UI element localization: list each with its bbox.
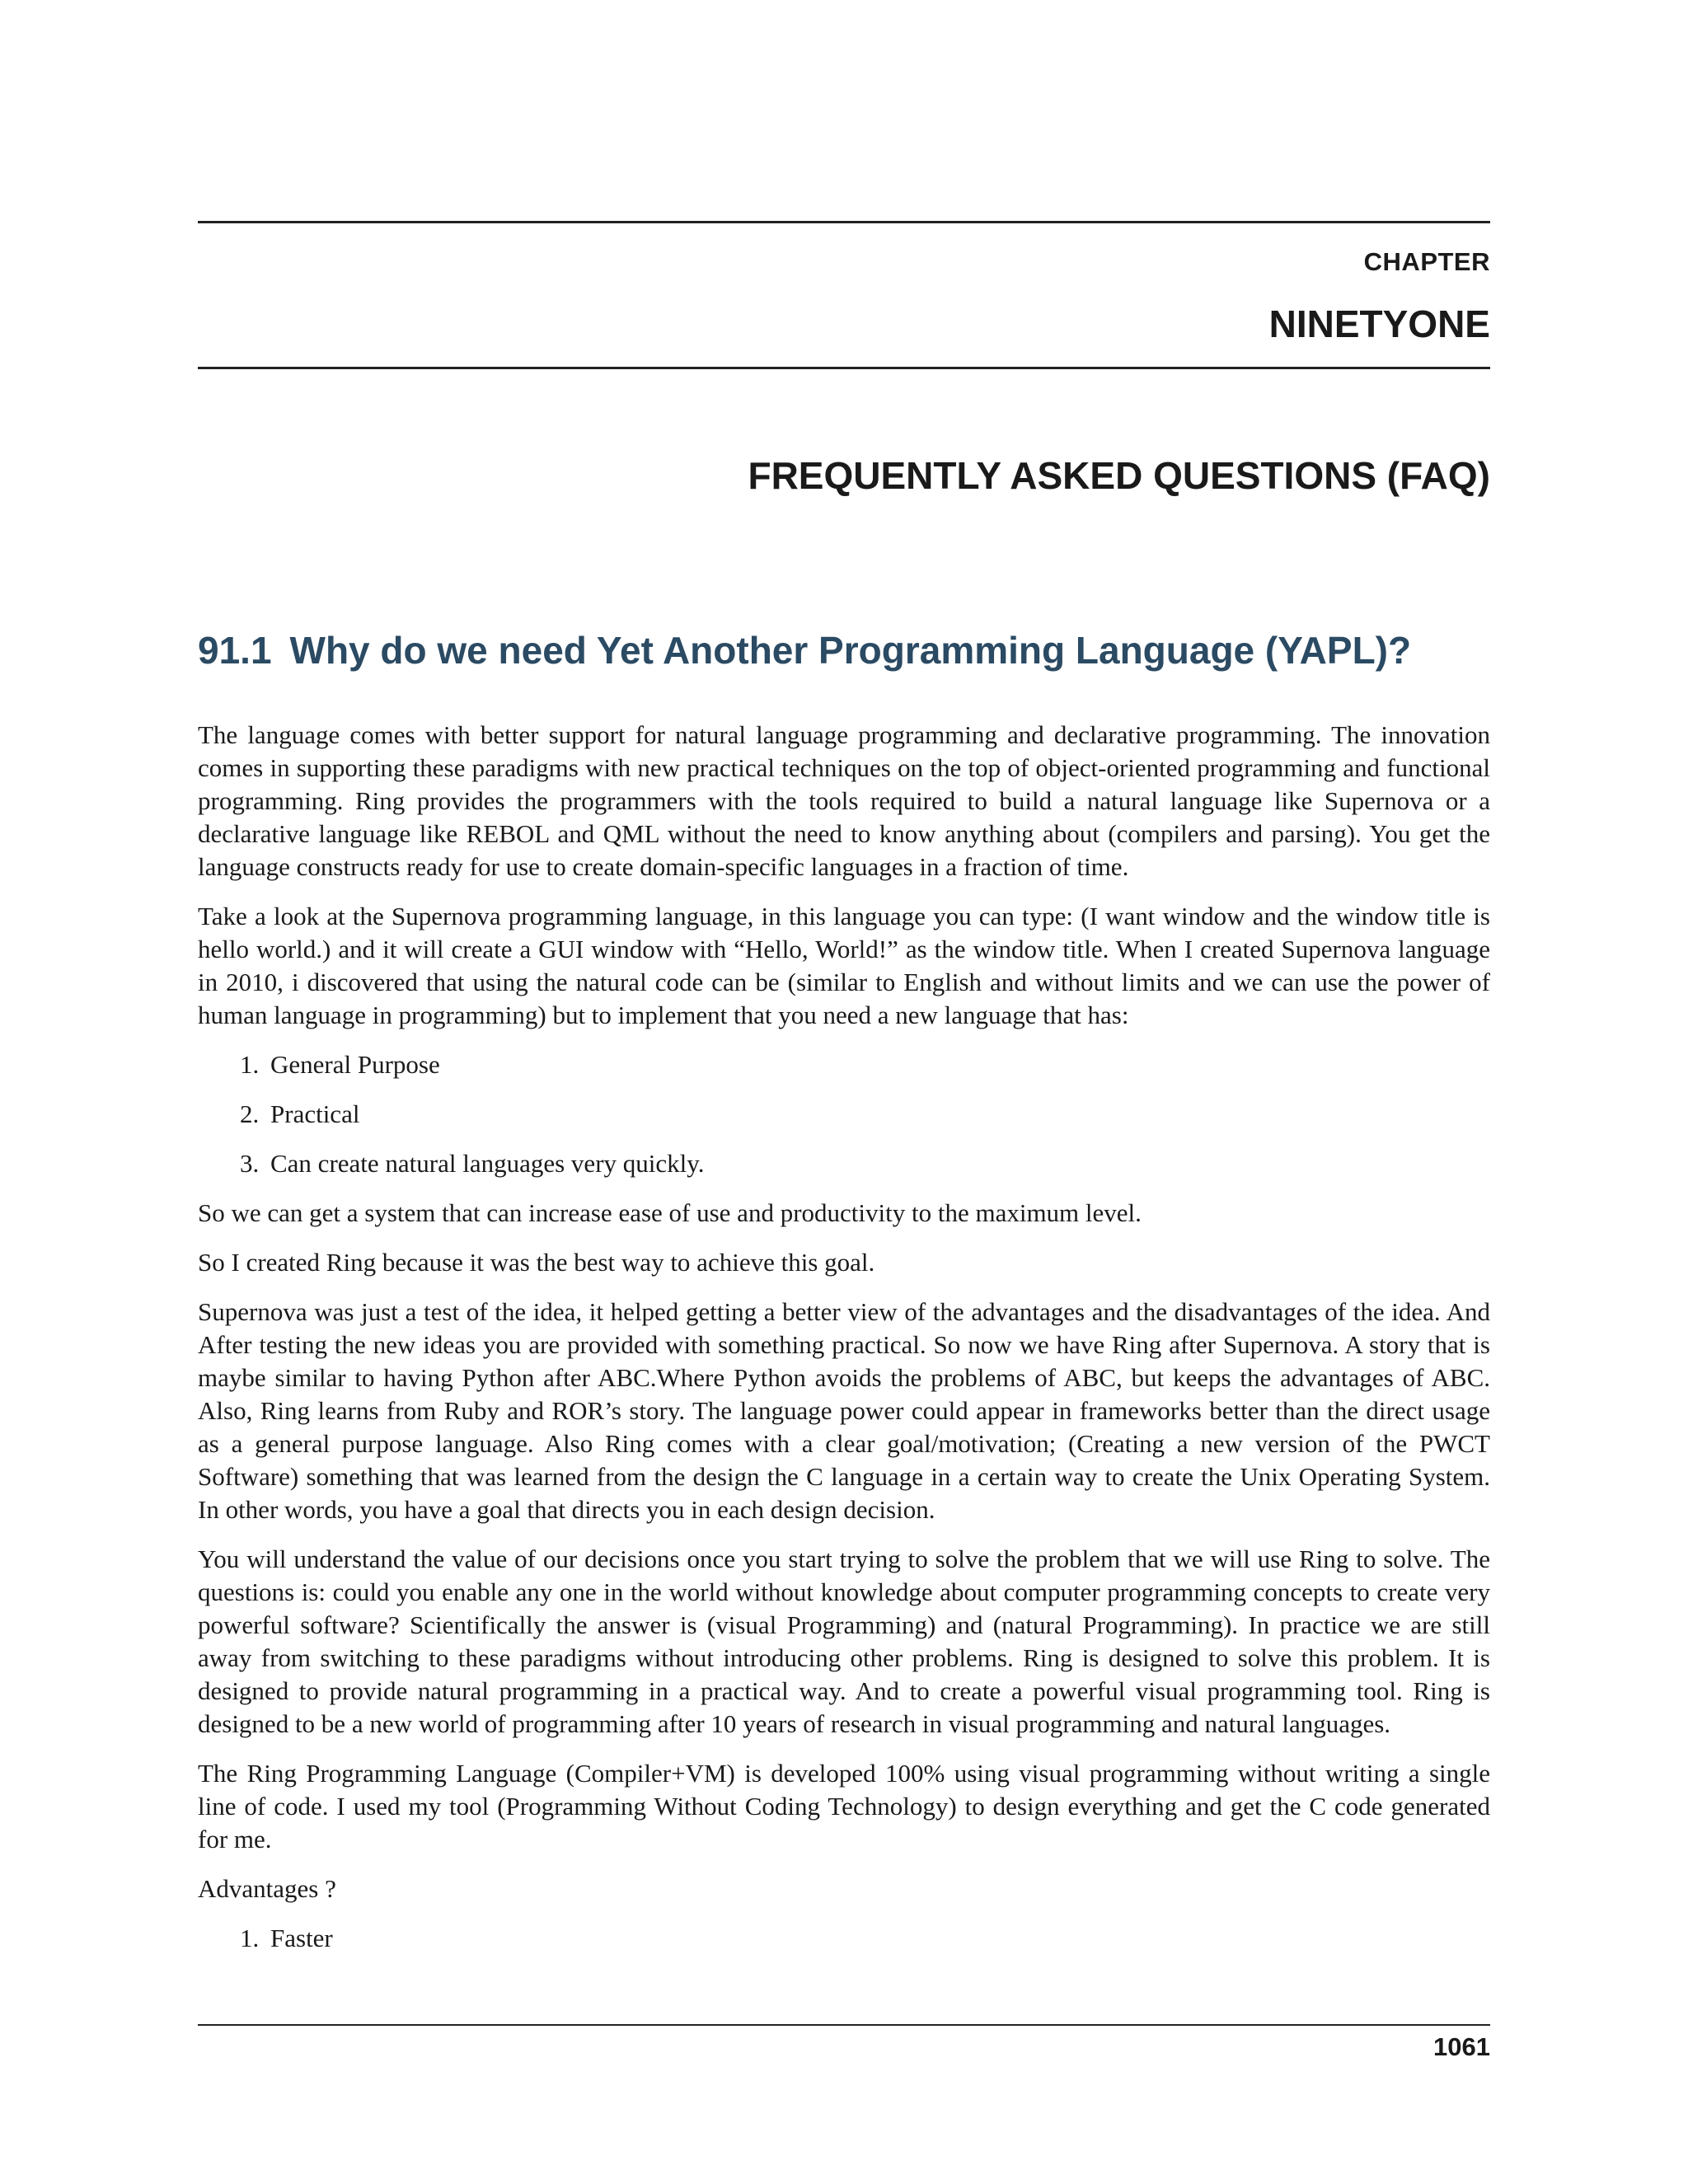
list-item: 1. General Purpose — [265, 1048, 1490, 1081]
paragraph: Advantages ? — [198, 1874, 336, 1903]
top-rule — [198, 221, 1490, 223]
list-item: 2. Practical — [265, 1098, 1490, 1131]
section-number: 91.1 — [198, 629, 272, 672]
chapter-number: NINETYONE — [1268, 302, 1490, 345]
paragraph: So I created Ring because it was the best way to achieve this goal. — [198, 1248, 875, 1277]
list-item: 1. Faster — [265, 1922, 1490, 1955]
paragraph: So we can get a system that can increase ease of use and productivity to the maximum level. — [198, 1198, 1142, 1227]
chapter-rule — [198, 367, 1490, 369]
footer-rule — [198, 2024, 1490, 2026]
paragraph: You will understand the value of our decisions once you start trying to solve the problem that we will use Ring to solve. The questions is: could you enable any one in the world without knowledge about computer programming concepts to create very powerful software? Scientifically the answer is (visual Programming) and (natural Programming). In practice we are still away from switching to these paradigms without introducing other problems. Ring is designed to solve this problem. It is designed to provide natural programming in a practical way. And to create a powerful visual programming tool. Ring is designed to be a new world of programming after 10 years of research in visual programming and natural languages. — [198, 1544, 1490, 1738]
section-heading — [198, 628, 1411, 673]
list-item: 3. Can create natural languages very quickly. — [265, 1147, 1490, 1180]
document-page — [198, 0, 1490, 2184]
chapter-label: CHAPTER — [1363, 247, 1490, 276]
requirements-list — [198, 1048, 1490, 1180]
paragraph: Take a look at the Supernova programming language, in this language you can type: (I want window and the window title is hello world.) and it will create a GUI window with “Hello, World!” as the window title. When I created Supernova language in 2010, i discovered that using the natural code can be (similar to English and without limits and we can use the power of human language in programming) but to implement that you need a new language that has: — [198, 902, 1490, 1029]
page-number: 1061 — [1433, 2032, 1490, 2061]
paragraph: Supernova was just a test of the idea, it helped getting a better view of the advantages and the disadvantages of the idea. And After testing the new ideas you are provided with something practical. So now we have Ring after Supernova. A story that is maybe similar to having Python after ABC.Where Python avoids the problems of ABC, but keeps the advantages of ABC. Also, Ring learns from Ruby and ROR’s story. The language power could appear in frameworks better than the direct usage as a general purpose language. Also Ring comes with a clear goal/motivation; (Creating a new version of the PWCT Software) something that was learned from the design the C language in a certain way to create the Unix Operating System. In other words, you have a goal that directs you in each design decision. — [198, 1297, 1490, 1524]
chapter-title: FREQUENTLY ASKED QUESTIONS (FAQ) — [748, 454, 1490, 497]
advantages-list — [198, 1922, 1490, 1955]
section-title: Why do we need Yet Another Programming Language (YAPL)? — [289, 629, 1412, 672]
paragraph: The Ring Programming Language (Compiler+VM) is developed 100% using visual programming without writing a single line of code. I used my tool (Programming Without Coding Technology) to design everything and get the C code generated for me. — [198, 1759, 1490, 1854]
body-content — [198, 719, 1490, 1971]
paragraph: The language comes with better support for natural language programming and declarative programming. The innovation comes in supporting these paradigms with new practical techniques on the top of object-oriented programming and functional programming. Ring provides the programmers with the tools required to build a natural language like Supernova or a declarative language like REBOL and QML without the need to know anything about (compilers and parsing). You get the language constructs ready for use to create domain-specific languages in a fraction of time. — [198, 720, 1490, 881]
